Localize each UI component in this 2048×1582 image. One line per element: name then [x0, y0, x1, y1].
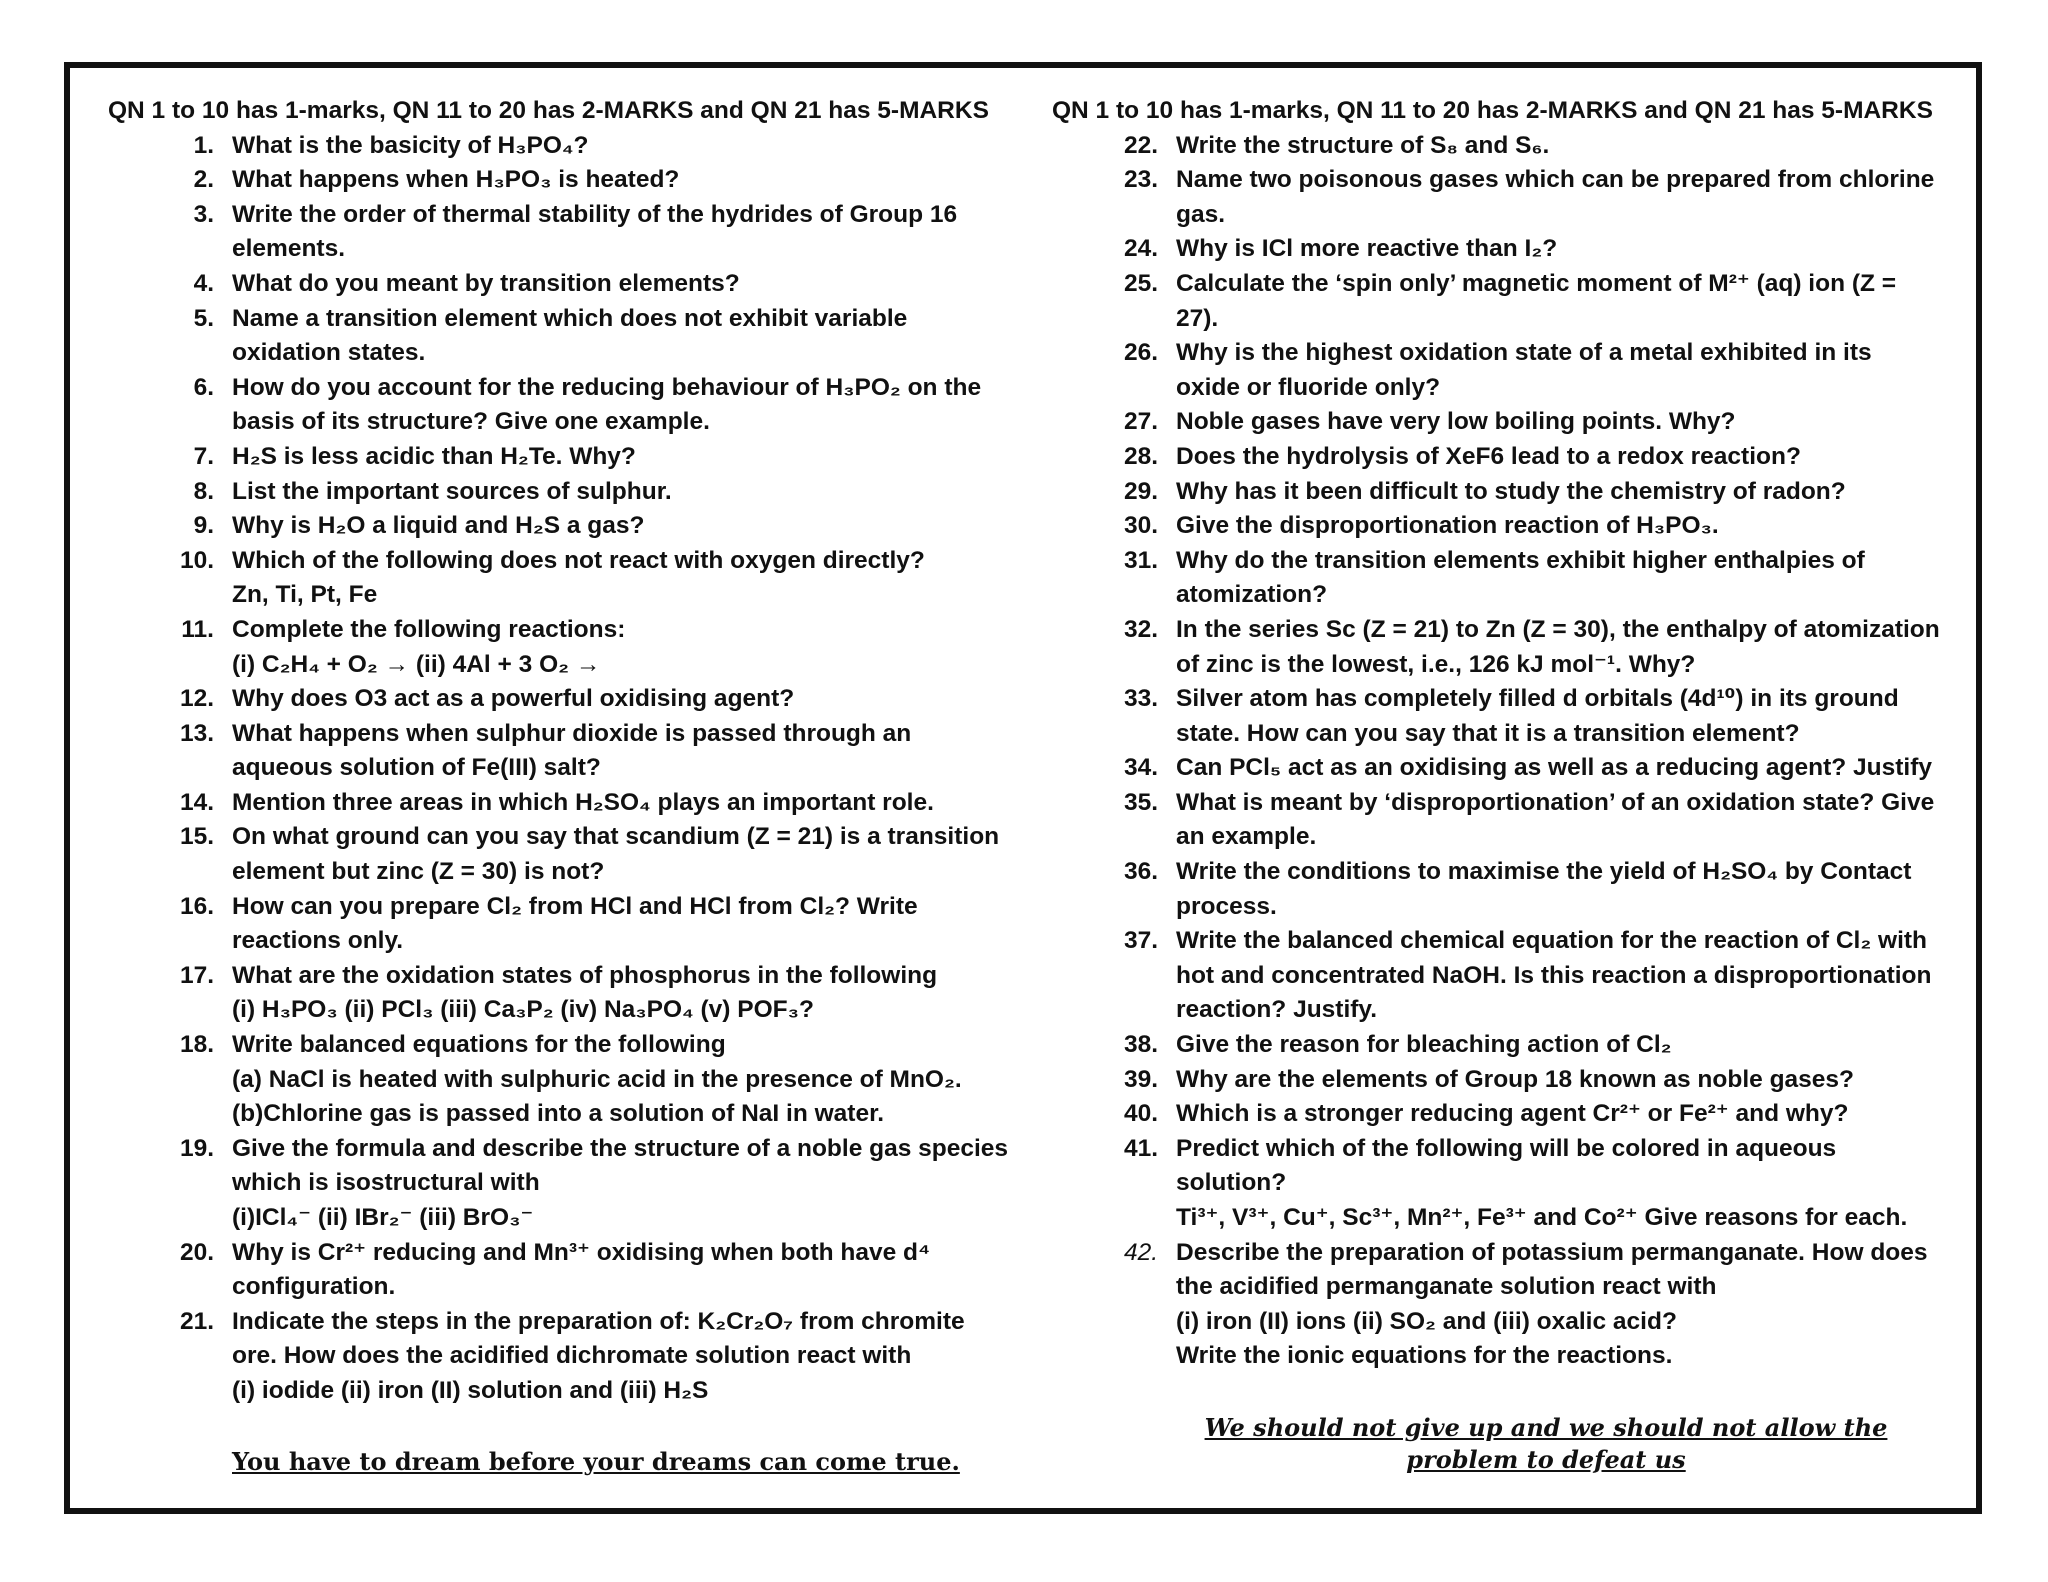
question-text-line: Silver atom has completely filled d orbitals (4d¹⁰) in its ground	[1176, 685, 1899, 713]
question-text-line: element but zinc (Z = 30) is not?	[232, 858, 605, 886]
question-number: 29.	[1123, 477, 1158, 505]
left-header: QN 1 to 10 has 1-marks, QN 11 to 20 has 2-MARKS and QN 21 has 5-MARKS	[108, 97, 989, 124]
question-number: 30.	[1123, 512, 1158, 540]
question-item	[108, 959, 1028, 1028]
question-text-line: solution?	[1176, 1169, 1287, 1197]
question-number: 40.	[1123, 1100, 1158, 1128]
question-text-line: Describe the preparation of potassium permanganate. How does	[1176, 1238, 1928, 1266]
question-item	[1052, 924, 1982, 1028]
question-item	[1052, 682, 1982, 751]
question-item	[108, 544, 1028, 613]
question-item	[1052, 751, 1982, 786]
left-column	[108, 94, 1028, 1476]
question-number: 38.	[1123, 1031, 1158, 1059]
question-item	[1052, 129, 1982, 164]
question-number: 18.	[179, 1031, 214, 1059]
question-text-line: Name a transition element which does not exhibit variable	[232, 304, 908, 332]
question-text-line: Why is the highest oxidation state of a metal exhibited in its	[1176, 339, 1872, 367]
question-number: 27.	[1123, 408, 1158, 436]
question-item	[108, 717, 1028, 786]
question-number: 9.	[193, 512, 214, 540]
question-item	[108, 820, 1028, 889]
question-number: 2.	[193, 166, 214, 194]
question-item	[108, 1132, 1028, 1236]
question-text-line: Give the reason for bleaching action of Cl₂	[1176, 1031, 1672, 1059]
question-number: 42.	[1123, 1238, 1158, 1266]
question-item	[108, 129, 1028, 164]
question-number: 39.	[1123, 1065, 1158, 1093]
question-text-line: aqueous solution of Fe(III) salt?	[232, 754, 601, 782]
question-item	[1052, 1097, 1982, 1132]
question-text-line: Write the conditions to maximise the yield of H₂SO₄ by Contact	[1176, 858, 1912, 886]
question-text-line: hot and concentrated NaOH. Is this reaction a disproportionation	[1176, 961, 1932, 989]
question-number: 7.	[193, 442, 214, 470]
question-text-line: Calculate the ‘spin only’ magnetic moment of M²⁺ (aq) ion (Z =	[1176, 269, 1897, 297]
question-text-line: oxide or fluoride only?	[1176, 373, 1441, 401]
question-number: 17.	[179, 961, 214, 989]
question-text-line: (i) C₂H₄ + O₂ → (ii) 4Al + 3 O₂ →	[232, 650, 601, 678]
question-text-line: ore. How does the acidified dichromate solution react with	[232, 1342, 912, 1370]
question-number: 34.	[1123, 754, 1158, 782]
question-item	[108, 786, 1028, 821]
question-text-line: List the important sources of sulphur.	[232, 477, 672, 505]
question-item	[108, 1305, 1028, 1409]
question-text-line: basis of its structure? Give one example.	[232, 408, 710, 436]
question-number: 4.	[193, 269, 214, 297]
question-item	[1052, 163, 1982, 232]
question-item	[1052, 475, 1982, 510]
question-number: 3.	[193, 200, 214, 228]
question-item	[108, 440, 1028, 475]
question-text-line: Write the balanced chemical equation for the reaction of Cl₂ with	[1176, 927, 1927, 955]
question-text-line: How can you prepare Cl₂ from HCl and HCl from Cl₂? Write	[232, 892, 918, 920]
question-text-line: of zinc is the lowest, i.e., 126 kJ mol⁻¹. Why?	[1176, 650, 1696, 678]
question-text-line: Zn, Ti, Pt, Fe	[232, 581, 378, 609]
question-number: 21.	[179, 1307, 214, 1335]
question-text-line: Predict which of the following will be colored in aqueous	[1176, 1134, 1837, 1162]
question-text-line: Why is H₂O a liquid and H₂S a gas?	[232, 512, 645, 540]
question-number: 37.	[1123, 927, 1158, 955]
question-text-line: (b)Chlorine gas is passed into a solution of NaI in water.	[232, 1100, 885, 1128]
question-number: 1.	[193, 131, 214, 159]
question-text-line: What happens when sulphur dioxide is passed through an	[232, 719, 912, 747]
question-number: 24.	[1123, 235, 1158, 263]
question-number: 6.	[193, 373, 214, 401]
question-text-line: What happens when H₃PO₃ is heated?	[232, 166, 680, 194]
question-text-line: Write the order of thermal stability of the hydrides of Group 16	[232, 200, 958, 228]
question-text-line: Why is Cr²⁺ reducing and Mn³⁺ oxidising when both have d⁴	[232, 1238, 931, 1266]
question-text-line: In the series Sc (Z = 21) to Zn (Z = 30), the enthalpy of atomization	[1176, 615, 1940, 643]
question-item	[1052, 405, 1982, 440]
question-number: 13.	[179, 719, 214, 747]
question-text-line: (i)ICl₄⁻ (ii) IBr₂⁻ (iii) BrO₃⁻	[232, 1204, 534, 1231]
question-item	[1052, 232, 1982, 267]
question-item	[1052, 855, 1982, 924]
question-text-line: Write balanced equations for the following	[232, 1031, 726, 1059]
question-text-line: gas.	[1176, 200, 1226, 228]
question-text-line: On what ground can you say that scandium (Z = 21) is a transition	[232, 823, 1000, 851]
question-text-line: Noble gases have very low boiling points. Why?	[1176, 408, 1736, 436]
question-item	[1052, 1132, 1982, 1236]
question-text-line: What is meant by ‘disproportionation’ of an oxidation state? Give	[1176, 788, 1935, 816]
question-text-line: Why are the elements of Group 18 known as noble gases?	[1176, 1065, 1854, 1093]
question-number: 35.	[1123, 788, 1158, 816]
question-text-line: Write the structure of S₈ and S₆.	[1176, 131, 1550, 159]
question-item	[1052, 613, 1982, 682]
question-number: 26.	[1123, 339, 1158, 367]
question-item	[1052, 336, 1982, 405]
question-text-line: H₂S is less acidic than H₂Te. Why?	[232, 442, 636, 470]
question-item	[1052, 1028, 1982, 1063]
question-number: 5.	[193, 304, 214, 332]
question-number: 33.	[1123, 685, 1158, 713]
right-motto: We should not give up and we should not allow the problem to defeat us	[1204, 1413, 1888, 1474]
question-text-line: Why has it been difficult to study the chemistry of radon?	[1176, 477, 1846, 505]
question-item	[108, 198, 1028, 267]
question-item	[108, 682, 1028, 717]
question-text-line: (i) iron (II) ions (ii) SO₂ and (iii) oxalic acid?	[1176, 1307, 1677, 1335]
question-item	[108, 890, 1028, 959]
question-text-line: Mention three areas in which H₂SO₄ plays an important role.	[232, 788, 934, 816]
question-number: 8.	[193, 477, 214, 505]
question-item	[1052, 786, 1982, 855]
question-number: 14.	[179, 788, 214, 816]
question-text-line: atomization?	[1176, 581, 1328, 609]
question-text-line: an example.	[1176, 823, 1317, 851]
question-item	[1052, 267, 1982, 336]
question-text-line: Ti³⁺, V³⁺, Cu⁺, Sc³⁺, Mn²⁺, Fe³⁺ and Co²⁺ Give reasons for each.	[1176, 1204, 1908, 1231]
question-number: 23.	[1123, 166, 1158, 194]
question-number: 41.	[1123, 1134, 1158, 1162]
question-text-line: Why does O3 act as a powerful oxidising agent?	[232, 685, 795, 713]
question-item	[108, 1028, 1028, 1132]
left-motto: You have to dream before your dreams can come true.	[232, 1447, 960, 1476]
question-text-line: (i) H₃PO₃ (ii) PCl₃ (iii) Ca₃P₂ (iv) Na₃PO₄ (v) POF₃?	[232, 996, 814, 1024]
question-number: 31.	[1123, 546, 1158, 574]
left-question-list	[108, 129, 1028, 1409]
question-text-line: oxidation states.	[232, 339, 426, 367]
question-text-line: state. How can you say that it is a transition element?	[1176, 719, 1800, 747]
question-text-line: Give the disproportionation reaction of H₃PO₃.	[1176, 512, 1719, 540]
question-item	[108, 509, 1028, 544]
question-item	[108, 267, 1028, 302]
right-column	[1052, 94, 1982, 1474]
question-text-line: Can PCl₅ act as an oxidising as well as a reducing agent? Justify	[1176, 754, 1932, 782]
question-text-line: Which of the following does not react with oxygen directly?	[232, 546, 925, 574]
question-number: 19.	[179, 1134, 214, 1162]
question-item	[1052, 1236, 1982, 1374]
question-text-line: Name two poisonous gases which can be prepared from chlorine	[1176, 166, 1935, 194]
question-text-line: Why do the transition elements exhibit higher enthalpies of	[1176, 546, 1865, 574]
question-item	[1052, 509, 1982, 544]
question-number: 16.	[179, 892, 214, 920]
question-number: 28.	[1123, 442, 1158, 470]
question-number: 12.	[179, 685, 214, 713]
question-text-line: Why is ICl more reactive than I₂?	[1176, 235, 1558, 263]
right-question-list	[1052, 129, 1982, 1374]
question-number: 11.	[181, 615, 214, 643]
question-text-line: 27).	[1176, 304, 1219, 332]
question-text-line: How do you account for the reducing behaviour of H₃PO₂ on the	[232, 373, 982, 401]
question-item	[108, 475, 1028, 510]
question-item	[1052, 1063, 1982, 1098]
question-text-line: reactions only.	[232, 927, 404, 955]
question-text-line: Complete the following reactions:	[232, 615, 626, 643]
question-item	[1052, 440, 1982, 475]
question-text-line: What is the basicity of H₃PO₄?	[232, 131, 589, 159]
question-number: 32.	[1123, 615, 1158, 643]
question-number: 20.	[179, 1238, 214, 1266]
question-item	[108, 1236, 1028, 1305]
question-number: 15.	[179, 823, 214, 851]
question-text-line: What are the oxidation states of phosphorus in the following	[232, 961, 938, 989]
question-text-line: Does the hydrolysis of XeF6 lead to a redox reaction?	[1176, 442, 1801, 470]
question-text-line: (i) iodide (ii) iron (II) solution and (iii) H₂S	[232, 1376, 709, 1404]
question-text-line: the acidified permanganate solution react with	[1176, 1273, 1717, 1301]
question-text-line: (a) NaCl is heated with sulphuric acid in the presence of MnO₂.	[232, 1065, 962, 1093]
question-number: 22.	[1123, 131, 1158, 159]
question-text-line: Write the ionic equations for the reactions.	[1176, 1342, 1673, 1370]
question-item	[108, 371, 1028, 440]
right-header: QN 1 to 10 has 1-marks, QN 11 to 20 has 2-MARKS and QN 21 has 5-MARKS	[1052, 97, 1933, 124]
question-item	[108, 163, 1028, 198]
question-item	[108, 613, 1028, 682]
question-text-line: reaction? Justify.	[1176, 996, 1378, 1024]
question-text-line: What do you meant by transition elements?	[232, 269, 740, 297]
question-text-line: Indicate the steps in the preparation of: K₂Cr₂O₇ from chromite	[232, 1307, 965, 1335]
question-text-line: elements.	[232, 235, 346, 263]
question-number: 25.	[1123, 269, 1158, 297]
question-number: 10.	[179, 546, 214, 574]
question-number: 36.	[1123, 858, 1158, 886]
question-text-line: which is isostructural with	[232, 1169, 540, 1197]
question-item	[108, 302, 1028, 371]
question-text-line: configuration.	[232, 1273, 396, 1301]
question-item	[1052, 544, 1982, 613]
question-text-line: process.	[1176, 892, 1277, 920]
question-text-line: Give the formula and describe the structure of a noble gas species	[232, 1134, 1009, 1162]
question-text-line: Which is a stronger reducing agent Cr²⁺ or Fe²⁺ and why?	[1176, 1100, 1849, 1128]
